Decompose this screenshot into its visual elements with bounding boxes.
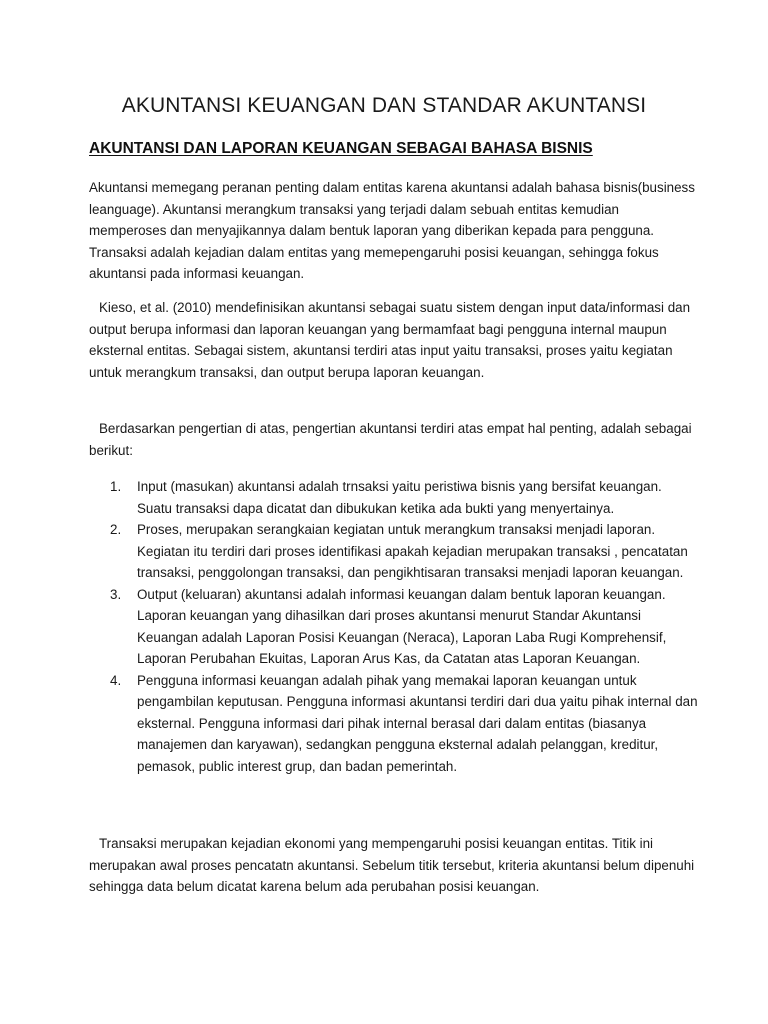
list-number: 3. (110, 586, 122, 602)
list-number: 1. (110, 479, 122, 494)
list-item (110, 519, 700, 584)
list-item-text: Input (masukan) akuntansi adalah trnsaksi yaitu peristiwa bisnis yang bersifat keuangan. Suatu transaksi dapa dicatat dan dibukukan ketika ada bukti yang menyertainya. (137, 479, 662, 516)
list-item-text: Output (keluaran) akuntansi adalah informasi keuangan dalam bentuk laporan keuangan. Laporan keuangan yang dihasilkan dari proses akuntansi menurut Standar Akuntansi Keuangan adalah Laporan Posisi Keuangan (Neraca), Laporan Laba Rugi Komprehensif, Laporan Perubahan Ekuitas, Laporan Arus Kas, da Catatan atas Laporan Keuangan. (137, 586, 667, 666)
list-item (110, 670, 700, 778)
list-item-text: Proses, merupakan serangkaian kegiatan untuk merangkum transaksi menjadi laporan. Kegiatan itu terdiri dari proses identifikasi apakah kejadian merupakan transaksi , pencatatan transaksi, penggolongan transaksi, dan pengikhtisaran transaksi menjadi laporan keuangan. (137, 522, 688, 580)
paragraph-berdasarkan (89, 418, 699, 461)
paragraph-kieso (89, 297, 699, 383)
paragraph-text: Berdasarkan pengertian di atas, pengertian akuntansi terdiri atas empat hal penting, adalah sebagai berikut: (89, 421, 692, 458)
document-title: AKUNTANSI KEUANGAN DAN STANDAR AKUNTANSI (121, 94, 647, 117)
paragraph-text: Kieso, et al. (2010) mendefinisikan akuntansi sebagai suatu sistem dengan input data/informasi dan output berupa informasi dan laporan keuangan yang bermamfaat bagi pengguna internal maupun eksternal entitas. Sebagai sistem, akuntansi terdiri atas input yaitu transaksi, proses yaitu kegiatan untuk merangkum transaksi, dan output berupa laporan keuangan. (89, 300, 691, 380)
paragraph-text: Akuntansi memegang peranan penting dalam entitas karena akuntansi adalah bahasa bisnis(business leanguage). Akuntansi merangkum transaksi yang terjadi dalam sebuah entitas kemudian memperoses dan menyajikannya dalam bentuk laporan yang diberikan kepada para pengguna. Transaksi adalah kejadian dalam entitas yang memepengaruhi posisi keuangan, sehingga fokus akuntansi pada informasi keuangan. (89, 180, 695, 281)
numbered-list (110, 476, 700, 777)
list-item-text: Pengguna informasi keuangan adalah pihak yang memakai laporan keuangan untuk pengambilan keputusan. Pengguna informasi akuntansi terdiri dari dua yaitu pihak internal dan eksternal. Pengguna informasi dari pihak internal berasal dari dalam entitas (biasanya manajemen dan karyawan), sedangkan pengguna eksternal adalah pelanggan, kreditur, pemasok, public interest grup, dan badan pemerintah. (137, 672, 698, 774)
list-item (110, 476, 700, 519)
list-item (110, 584, 700, 670)
list-number: 2. (110, 522, 122, 537)
section-heading: AKUNTANSI DAN LAPORAN KEUANGAN SEBAGAI BAHASA BISNIS (89, 140, 593, 157)
paragraph-transaksi (89, 833, 699, 898)
paragraph-intro (89, 177, 699, 285)
paragraph-text: Transaksi merupakan kejadian ekonomi yang mempengaruhi posisi keuangan entitas. Titik ini merupakan awal proses pencatatn akuntansi. Sebelum titik tersebut, kriteria akuntansi belum dipenuhi sehingga data belum dicatat karena belum ada perubahan posisi keuangan. (89, 836, 695, 894)
list-number: 4. (110, 672, 122, 688)
